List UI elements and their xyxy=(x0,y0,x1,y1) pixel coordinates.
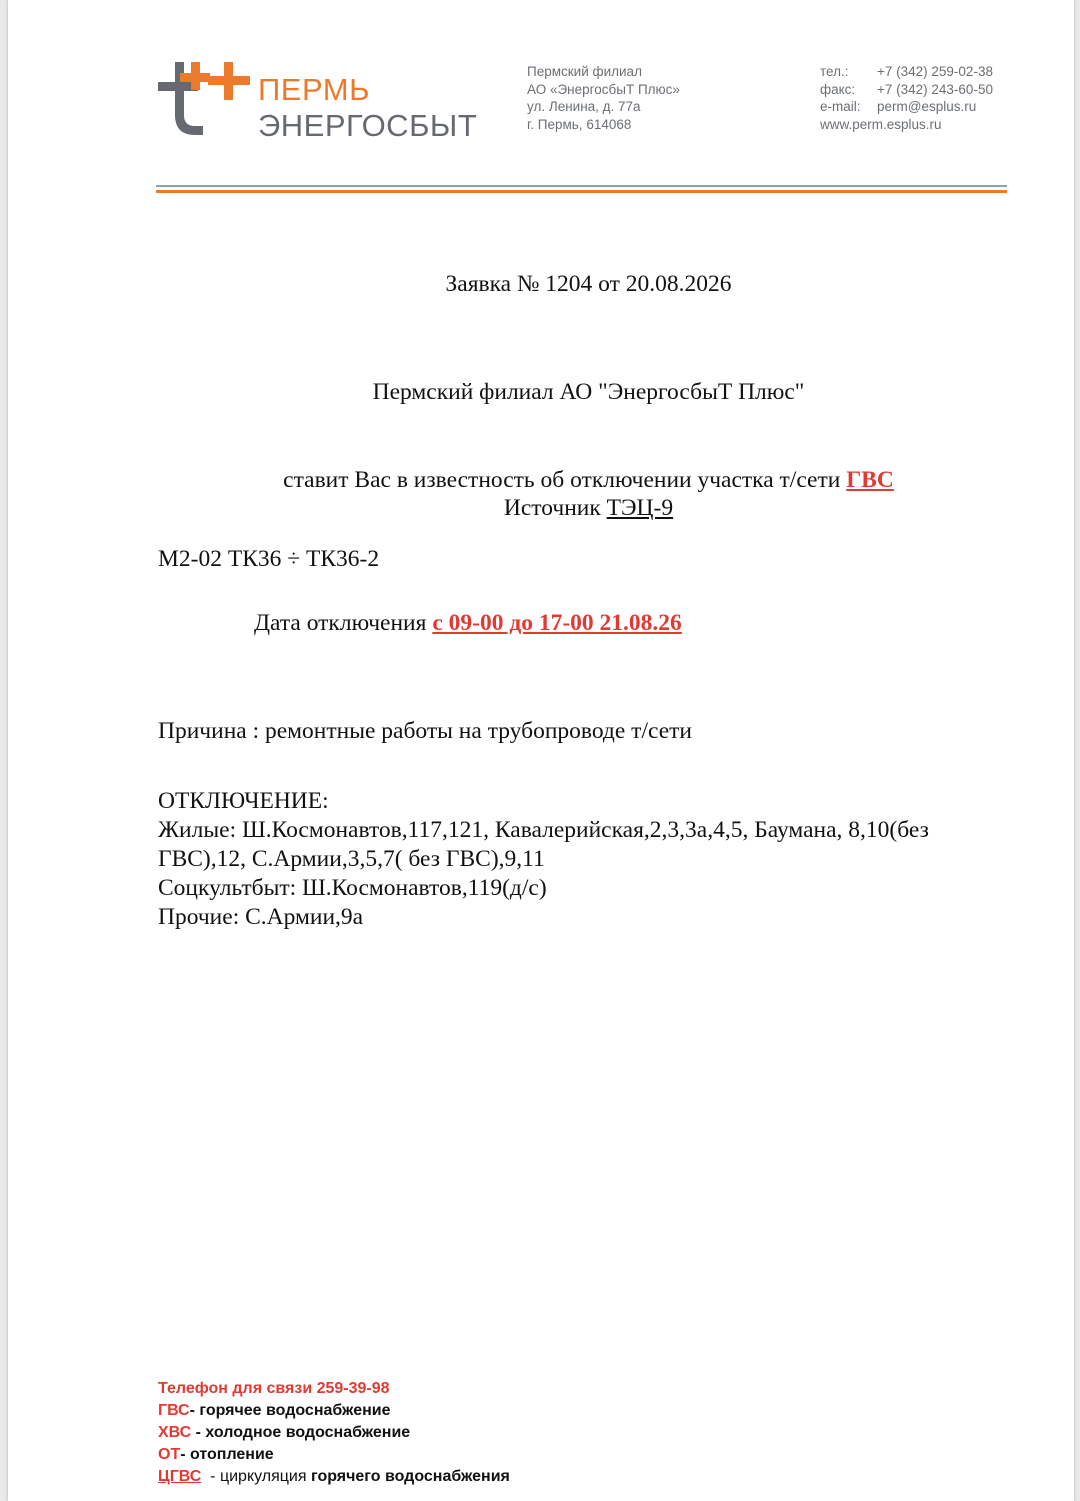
address-line: г. Пермь, 614068 xyxy=(527,116,632,132)
shutdown-line: ГВС),12, С.Армии,3,5,7( без ГВС),9,11 xyxy=(158,846,545,872)
document-page xyxy=(8,0,1074,1501)
contact-fax xyxy=(820,81,993,99)
header-divider-orange xyxy=(156,190,1007,193)
legend-item xyxy=(158,1422,510,1444)
source-label: Источник xyxy=(503,495,607,521)
address-line: АО «ЭнергосбыТ Плюс» xyxy=(527,81,680,97)
contact-value: perm@esplus.ru xyxy=(877,99,977,114)
legend-text: горячего водоснабжения xyxy=(310,1468,510,1485)
legend-item xyxy=(158,1400,510,1422)
footer-legend xyxy=(158,1378,510,1488)
company-logo-text xyxy=(258,72,477,144)
contact-phone xyxy=(820,63,993,81)
source-line xyxy=(156,494,1021,522)
legend-sep: - xyxy=(180,1446,190,1463)
branch-address xyxy=(527,63,680,133)
organization-name: Пермский филиал АО "ЭнергосбыТ Плюс" xyxy=(372,379,805,405)
document-title: Заявка № 1204 от 20.08.2026 xyxy=(445,271,732,297)
pipeline-section: М2-02 ТК36 ÷ ТК36-2 xyxy=(158,546,380,572)
logo-line-1: ПЕРМЬ xyxy=(258,72,370,107)
legend-item xyxy=(158,1466,510,1488)
legend-item xyxy=(158,1444,510,1466)
logo-line-2: ЭНЕРГОСБЫТ xyxy=(258,108,478,143)
source-value: ТЭЦ-9 xyxy=(606,495,674,521)
legend-text: горячее водоснабжение xyxy=(199,1402,391,1419)
shutdown-line: Прочие: С.Армии,9а xyxy=(158,904,364,930)
contact-info xyxy=(820,63,993,133)
legend-sep: - xyxy=(201,1468,220,1485)
notice-line xyxy=(156,466,1021,494)
shutdown-list xyxy=(158,787,929,932)
header-divider-gray xyxy=(156,185,1007,187)
legend-abbr: ОТ xyxy=(158,1446,181,1463)
contact-value: +7 (342) 259-02-38 xyxy=(877,64,993,79)
contact-value: +7 (342) 243-60-50 xyxy=(877,81,993,97)
address-line: Пермский филиал xyxy=(527,64,642,79)
date-label: Дата отключения xyxy=(254,610,433,636)
legend-sep: - xyxy=(191,1424,206,1441)
contact-label: e-mail: xyxy=(820,99,861,114)
contact-website xyxy=(820,116,993,134)
network-type-highlight: ГВС xyxy=(846,467,894,493)
date-value: с 09-00 до 17-00 21.08.26 xyxy=(432,610,682,636)
contact-phone-line: Телефон для связи 259-39-98 xyxy=(158,1380,390,1397)
contact-label: факс: xyxy=(820,81,856,97)
shutdown-line: Жилые: Ш.Космонавтов,117,121, Кавалерийская,2,3,3а,4,5, Баумана, 8,10(без xyxy=(158,817,929,843)
contact-value: www.perm.esplus.ru xyxy=(820,116,942,132)
legend-text: отопление xyxy=(190,1446,274,1463)
shutdown-date-line xyxy=(254,609,682,637)
shutdown-line: Соцкультбыт: Ш.Космонавтов,119(д/с) xyxy=(158,875,547,901)
legend-abbr: ГВС xyxy=(158,1402,190,1419)
legend-abbr: ЦГВС xyxy=(158,1468,202,1485)
legend-text: холодное водоснабжение xyxy=(205,1424,411,1441)
shutdown-title: ОТКЛЮЧЕНИЕ: xyxy=(158,788,329,814)
contact-label: тел.: xyxy=(820,64,849,79)
legend-text-plain: циркуляция xyxy=(219,1468,311,1485)
contact-email xyxy=(820,98,993,116)
notice-text: ставит Вас в известность об отключении участка т/сети xyxy=(283,467,847,493)
reason-line: Причина : ремонтные работы на трубопроводе т/сети xyxy=(158,718,692,744)
address-line: ул. Ленина, д. 77а xyxy=(527,99,641,114)
legend-abbr: ХВС xyxy=(158,1424,192,1441)
legend-sep: - xyxy=(189,1402,200,1419)
